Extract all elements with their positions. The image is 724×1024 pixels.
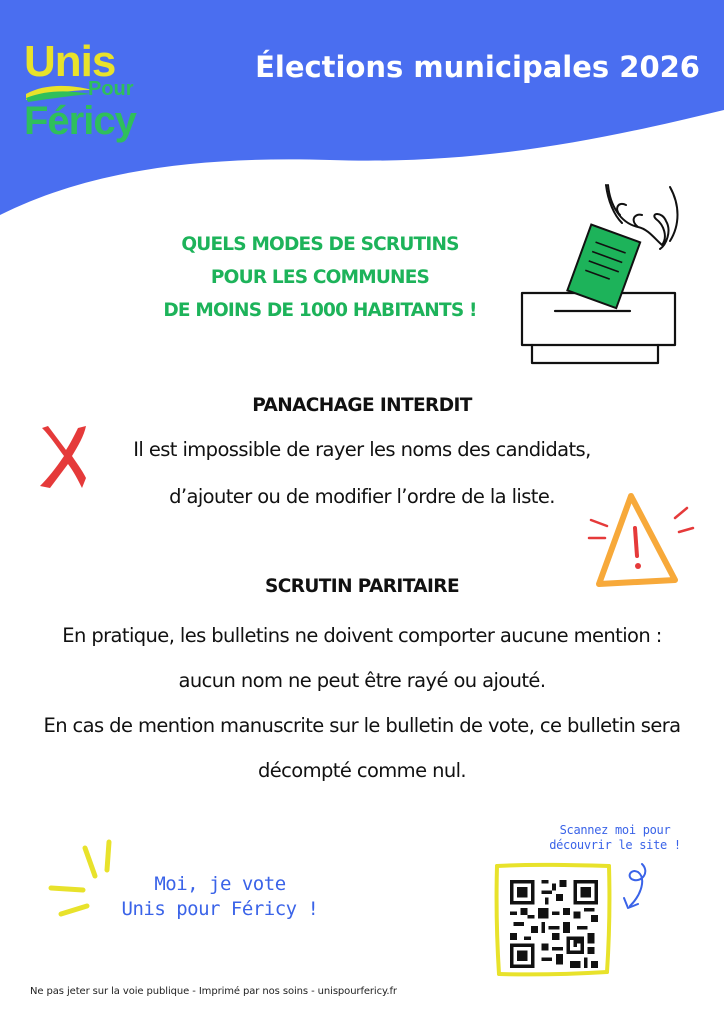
qr-code[interactable] <box>510 880 598 968</box>
scan-line: Scannez moi pour <box>559 823 671 837</box>
red-x-icon <box>36 422 88 492</box>
vote-line: Unis pour Féricy ! <box>121 898 319 920</box>
panachage-line: Il est impossible de rayer les noms des candidats, <box>133 438 591 461</box>
scrutin-line: En cas de mention manuscrite sur le bulletin de vote, ce bulletin sera <box>43 714 681 737</box>
question-line: POUR LES COMMUNES <box>210 267 430 288</box>
page-title: Élections municipales 2026 <box>255 50 700 84</box>
question-heading <box>120 228 520 327</box>
question-line: QUELS MODES DE SCRUTINS <box>181 234 459 255</box>
logo-pour: Pour <box>88 78 134 100</box>
scrutin-line: décompté comme nul. <box>257 759 466 782</box>
scrutin-title: SCRUTIN PARITAIRE <box>265 576 459 597</box>
vote-line: Moi, je vote <box>154 873 286 895</box>
scrutin-line: En pratique, les bulletins ne doivent comporter aucune mention : <box>62 624 662 647</box>
ballot-box-icon <box>510 175 690 370</box>
panachage-line: d’ajouter ou de modifier l’ordre de la liste. <box>169 485 555 508</box>
logo-unis: Unis <box>24 37 116 86</box>
scan-line: découvrir le site ! <box>549 838 681 852</box>
logo <box>24 37 144 150</box>
panachage-title: PANACHAGE INTERDIT <box>252 395 472 416</box>
curved-arrow-icon <box>612 860 657 915</box>
scrutin-line: aucun nom ne peut être rayé ou ajouté. <box>178 669 546 692</box>
vote-slogan <box>100 872 340 922</box>
question-line: DE MOINS DE 1000 HABITANTS ! <box>163 300 477 321</box>
footer-note: Ne pas jeter sur la voie publique - Imprimé par nos soins - unispourfericy.fr <box>30 986 397 997</box>
scan-caption <box>525 823 705 853</box>
logo-fericy: Féricy <box>24 99 136 143</box>
